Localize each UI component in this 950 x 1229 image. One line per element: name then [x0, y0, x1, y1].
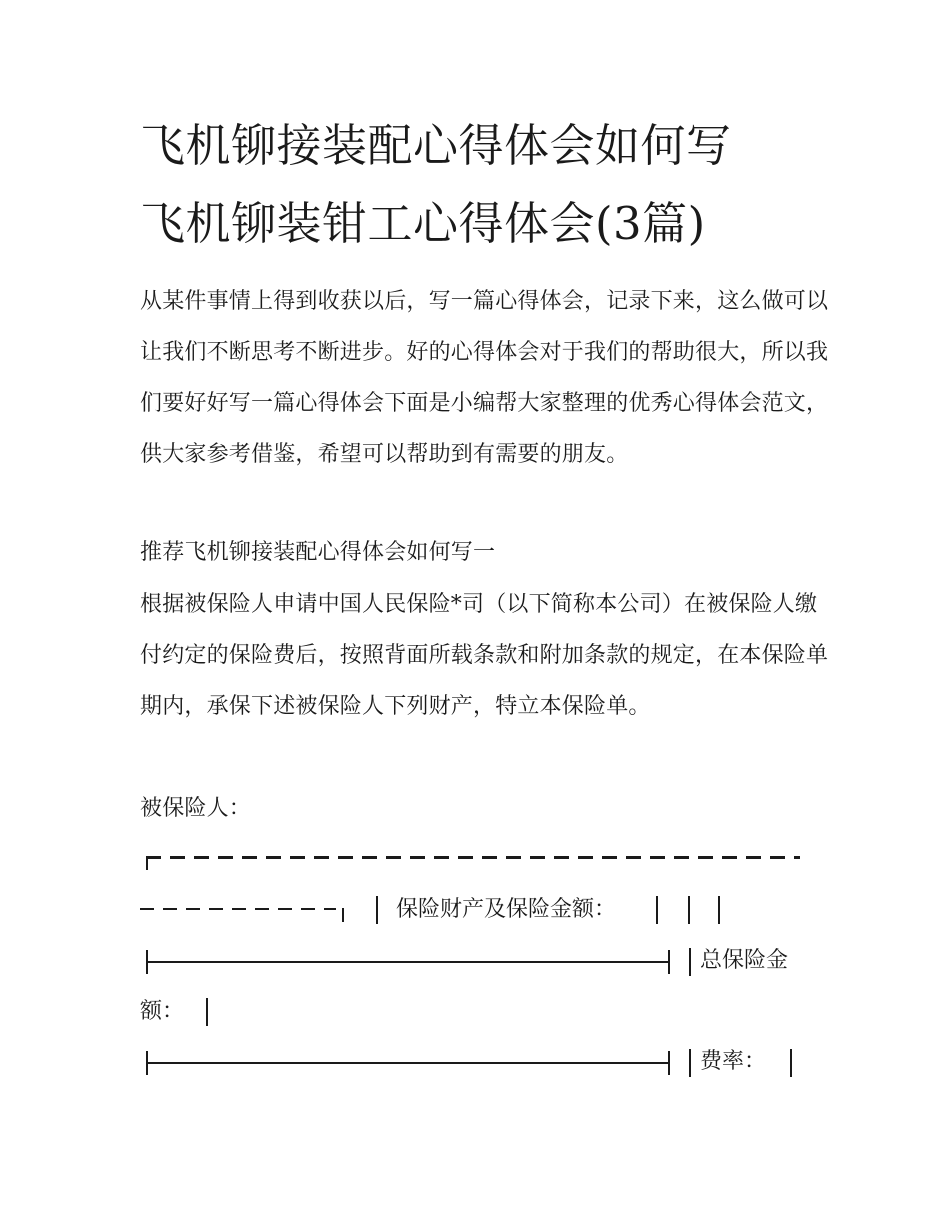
intro-paragraph: 从某件事情上得到收获以后，写一篇心得体会，记录下来，这么做可以让我们不断思考不断进步。好的心得体会对于我们的帮助很大，所以我们要好好写一篇心得体会下面是小编帮大家整理的优秀心得体会范文，供大家参考借鉴，希望可以帮助到有需要的朋友。 — [140, 289, 829, 467]
policy-paragraph: 根据被保险人申请中国人民保险*司（以下简称本公司）在被保险人缴付约定的保险费后，按照背面所载条款和附加条款的规定，在本保险单期内，承保下述被保险人下列财产，特立本保险单。 — [140, 592, 829, 719]
total-amount-label-part2: 额： — [140, 999, 185, 1024]
table-divider — [718, 896, 720, 924]
table-row-tick-right — [668, 950, 670, 974]
table-corner-top-right — [342, 908, 344, 922]
table-row-tick-right — [668, 1051, 670, 1075]
table-divider — [206, 998, 208, 1026]
table-divider — [689, 1049, 691, 1077]
table-divider — [790, 1049, 792, 1077]
document-title-line-2: 飞机铆装钳工心得体会(3篇) — [140, 197, 706, 250]
property-label: 保险财产及保险金额： — [396, 897, 617, 922]
total-amount-label-part1: 总保险金 — [700, 948, 789, 973]
table-row-rule — [146, 961, 670, 963]
recommend-heading: 推荐飞机铆接装配心得体会如何写一 — [140, 540, 496, 565]
table-divider — [656, 896, 658, 924]
rate-label: 费率： — [700, 1049, 767, 1074]
insured-label: 被保险人： — [140, 796, 252, 821]
table-dashed-top-rule-continued — [140, 908, 336, 910]
table-dashed-top-rule — [146, 856, 800, 859]
table-divider — [688, 896, 690, 924]
table-divider — [376, 896, 378, 924]
table-divider — [689, 948, 691, 976]
document-title-line-1: 飞机铆接装配心得体会如何写 — [140, 119, 732, 172]
table-row-rule — [146, 1062, 670, 1064]
